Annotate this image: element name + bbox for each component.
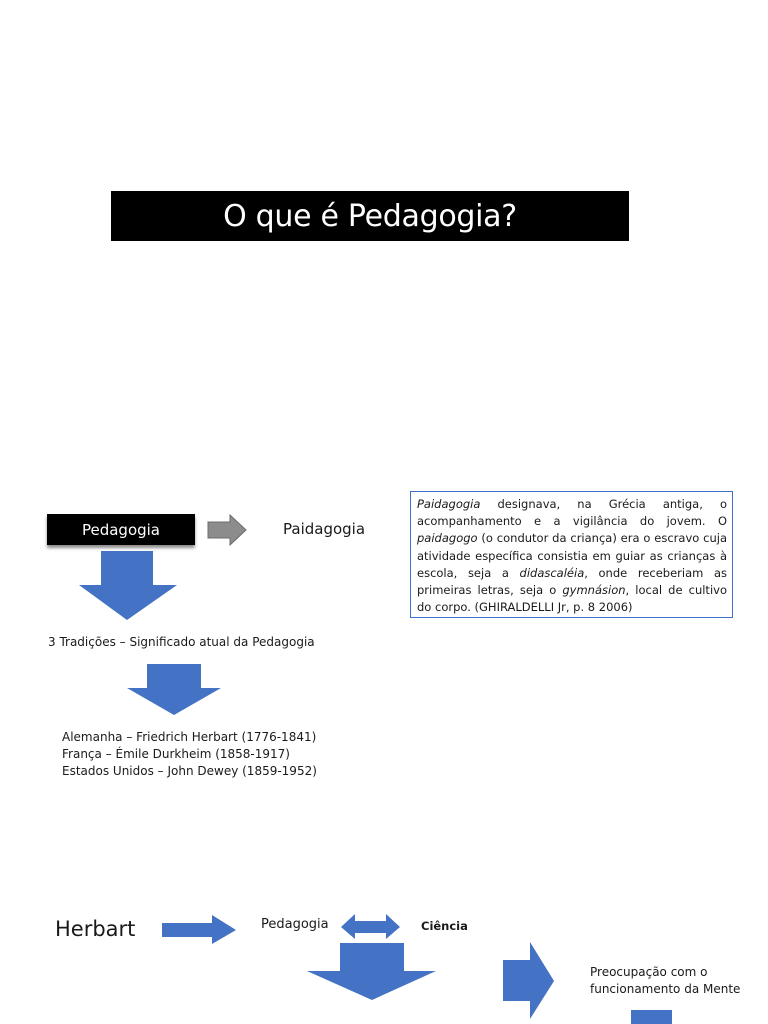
gray-right-arrow-icon — [207, 514, 247, 546]
blue-right-arrow-large-icon — [503, 942, 555, 1020]
definition-quote-box — [410, 491, 733, 618]
blue-right-arrow-icon — [162, 915, 237, 945]
quote-term-paidagogo: paidagogo — [417, 531, 478, 546]
blue-down-arrow-small-icon — [127, 664, 222, 716]
pedagogia-box-label: Pedagogia — [81, 520, 161, 539]
pedagogia-label-herbart: Pedagogia — [261, 917, 329, 932]
ciencia-label: Ciência — [421, 919, 468, 933]
quote-term-didascaleia: didascaléia — [519, 565, 585, 580]
blue-down-arrow-icon — [79, 551, 179, 621]
list-item: França – Émile Durkheim (1858-1917) — [62, 747, 290, 761]
blue-down-arrow-partial-icon — [631, 1010, 672, 1024]
herbart-label: Herbart — [55, 917, 136, 941]
list-item: Alemanha – Friedrich Herbart (1776-1841) — [62, 730, 317, 744]
preocupacao-line-1: Preocupação com o — [590, 965, 708, 979]
tradicoes-text: 3 Tradições – Significado atual da Pedagogia — [48, 635, 315, 649]
tradicoes-list — [62, 729, 317, 780]
pedagogia-box — [47, 514, 195, 545]
quote-term-paidagogia: Paidagogia — [417, 497, 481, 511]
paidagogia-label: Paidagogia — [283, 520, 366, 538]
preocupacao-label — [590, 964, 740, 998]
preocupacao-line-2: funcionamento da Mente — [590, 982, 741, 996]
blue-down-arrow-large-icon — [307, 943, 437, 1001]
blue-double-arrow-icon — [341, 914, 401, 940]
quote-text-3: , onde receberiam as primeiras letras, seja o — [417, 565, 727, 598]
quote-text-1: designava, na Grécia antiga, o acompanhamento e a vigilância do jovem. O — [417, 497, 727, 529]
quote-text-4: , local de cultivo do corpo. (GHIRALDELLI Jr, p. 8 2006) — [417, 583, 727, 615]
list-item: Estados Unidos – John Dewey (1859-1952) — [62, 764, 317, 778]
slide-title: O que é Pedagogia? — [223, 198, 517, 234]
quote-text-2: (o condutor da criança) era o escravo cuja atividade específica consistia em guiar as crianças à escola, seja a — [417, 531, 727, 580]
quote-term-gymnasion: gymnásion — [562, 583, 626, 598]
slide-title-banner — [111, 191, 629, 241]
